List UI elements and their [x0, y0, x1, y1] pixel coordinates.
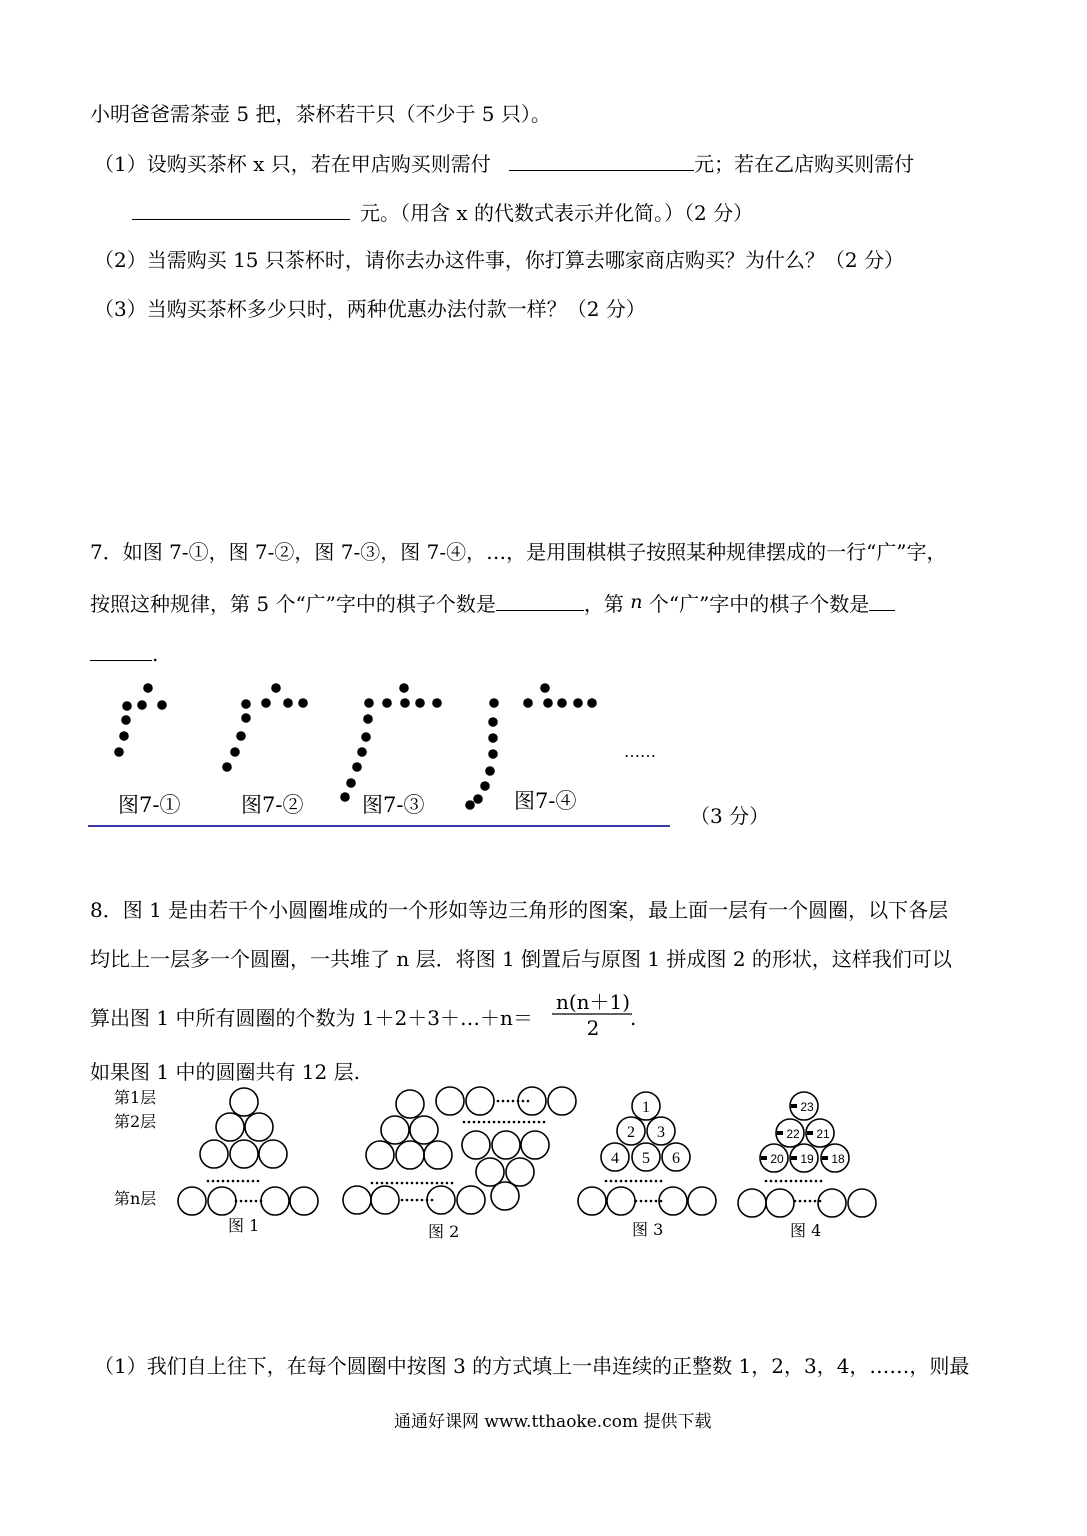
- ellipsis-dot: [212, 1180, 215, 1183]
- ring-circle: [492, 1131, 520, 1159]
- ellipsis-dot: [523, 1121, 526, 1124]
- fig4-caption: 图 4: [790, 1221, 822, 1240]
- ellipsis-dot: [517, 1100, 520, 1103]
- ellipsis-dot: [217, 1180, 220, 1183]
- ellipsis-dot: [255, 1200, 258, 1203]
- ellipsis-dot: [381, 1182, 384, 1185]
- q6-part3: （3）当购买茶杯多少只时，两种优惠办法付款一样？（2 分）: [94, 297, 646, 321]
- ellipsis-dot: [794, 1200, 797, 1203]
- ellipsis-dot: [620, 1180, 623, 1183]
- ellipsis-dot: [513, 1121, 516, 1124]
- ellipsis-dot: [650, 1180, 653, 1183]
- fig7-3-label: 图7-③: [362, 793, 425, 817]
- go-stone: [523, 698, 533, 708]
- ellipsis-dot: [473, 1121, 476, 1124]
- fraction-numerator: n(n＋1): [555, 990, 631, 1014]
- ellipsis-dot: [650, 1200, 653, 1203]
- go-stone: [241, 713, 251, 723]
- ring-circle: [818, 1189, 846, 1217]
- ellipsis-dot: [605, 1180, 608, 1183]
- ellipsis-dot: [451, 1182, 454, 1185]
- ring-circle: [462, 1131, 490, 1159]
- ring-circle: [178, 1187, 206, 1215]
- go-stone: [298, 698, 308, 708]
- ring-circle: [424, 1141, 452, 1169]
- fig7-1-label: 图7-①: [118, 793, 181, 817]
- q6-part1-text-c: 元。（用含 x 的代数式表示并化简。）（2 分）: [360, 201, 754, 225]
- fig7-stones: [114, 683, 597, 810]
- ellipsis-dot: [809, 1200, 812, 1203]
- ellipsis-dot: [799, 1200, 802, 1203]
- ring-circle: [659, 1187, 687, 1215]
- q6-part2: （2）当需购买 15 只茶杯时，请你去办这件事，你打算去哪家商店购买？为什么？（2 分）: [94, 248, 904, 272]
- ellipsis-dot: [660, 1180, 663, 1183]
- go-stone: [540, 683, 550, 693]
- ellipsis-dot: [436, 1182, 439, 1185]
- minus-bar: [791, 1156, 797, 1160]
- go-stone: [357, 747, 367, 757]
- go-stone: [485, 766, 495, 776]
- fraction-end: .: [630, 1006, 637, 1030]
- ring-circle: [688, 1187, 716, 1215]
- ellipsis-dot: [396, 1182, 399, 1185]
- ellipsis-dot: [421, 1182, 424, 1185]
- ellipsis-dot: [441, 1182, 444, 1185]
- go-stone: [543, 698, 553, 708]
- fig1-caption: 图 1: [228, 1216, 260, 1235]
- ellipsis-dot: [522, 1100, 525, 1103]
- fig2-caption: 图 2: [428, 1222, 460, 1241]
- q7-variable-n: n: [630, 591, 643, 613]
- go-stone: [340, 792, 350, 802]
- ellipsis-dot: [625, 1180, 628, 1183]
- fig3-number: 2: [627, 1124, 635, 1141]
- q6-part1-text-a: （1）设购买茶杯 x 只，若在甲店购买则需付: [94, 152, 491, 176]
- ring-circle: [261, 1187, 289, 1215]
- fig3-number: 1: [642, 1099, 650, 1116]
- ellipsis-dot: [819, 1200, 822, 1203]
- q8-line1: 8．图 1 是由若干个小圆圈堆成的一个形如等边三角形的图案，最上面一层有一个圆圈，以下各层: [90, 898, 949, 922]
- ring-circle: [466, 1087, 494, 1115]
- ellipsis-dot: [543, 1121, 546, 1124]
- fig3-number: 6: [672, 1150, 680, 1167]
- q7-line2-text-b: ，第: [583, 592, 624, 616]
- ring-circle: [607, 1187, 635, 1215]
- ring-circle: [245, 1113, 273, 1141]
- ellipsis-dot: [468, 1121, 471, 1124]
- fraction-denominator: 2: [586, 1016, 600, 1040]
- ellipsis-dot: [463, 1121, 466, 1124]
- ellipsis-dot: [645, 1180, 648, 1183]
- go-stone: [489, 698, 499, 708]
- ellipsis-dot: [483, 1121, 486, 1124]
- go-stone: [480, 781, 490, 791]
- ellipsis-dot: [814, 1200, 817, 1203]
- go-stone: [114, 747, 124, 757]
- go-stone: [157, 700, 167, 710]
- fig4-number: 21: [816, 1127, 830, 1141]
- ellipsis-dot: [257, 1180, 260, 1183]
- ellipsis-dot: [497, 1100, 500, 1103]
- ellipsis-dot: [795, 1180, 798, 1183]
- ring-circle: [476, 1158, 504, 1186]
- ellipsis-dot: [493, 1121, 496, 1124]
- go-stone: [364, 698, 374, 708]
- ellipsis-dot: [815, 1180, 818, 1183]
- ellipsis-dot: [371, 1182, 374, 1185]
- ellipsis-dot: [411, 1182, 414, 1185]
- q7-line1: 7．如图 7-①，图 7-②，图 7-③，图 7-④，…，是用围棋棋子按照某种规律摆成的一行“广”字，: [90, 540, 947, 564]
- layer-2-label: 第2层: [114, 1112, 157, 1131]
- ellipsis-dot: [411, 1199, 414, 1202]
- go-stone: [241, 699, 251, 709]
- ellipsis-dot: [527, 1100, 530, 1103]
- ellipsis-dot: [790, 1180, 793, 1183]
- ring-circle: [521, 1131, 549, 1159]
- ring-circle: [216, 1113, 244, 1141]
- fig3-number: 5: [642, 1150, 650, 1167]
- go-stone: [271, 683, 281, 693]
- go-stone: [222, 762, 232, 772]
- fig7-ellipsis: ……: [624, 742, 656, 761]
- go-stone: [122, 701, 132, 711]
- ellipsis-dot: [260, 1200, 263, 1203]
- ellipsis-dot: [250, 1200, 253, 1203]
- ellipsis-dot: [635, 1180, 638, 1183]
- go-stone: [573, 698, 583, 708]
- ellipsis-dot: [765, 1180, 768, 1183]
- ellipsis-dot: [406, 1182, 409, 1185]
- ring-circle: [290, 1187, 318, 1215]
- q8-line3: 算出图 1 中所有圆圈的个数为 1＋2＋3＋…＋n＝: [90, 1006, 533, 1030]
- ring-circle: [200, 1140, 228, 1168]
- minus-bar: [777, 1131, 783, 1135]
- ellipsis-dot: [775, 1180, 778, 1183]
- ring-circle: [578, 1187, 606, 1215]
- ring-circle: [436, 1087, 464, 1115]
- ellipsis-dot: [512, 1100, 515, 1103]
- ellipsis-dot: [655, 1200, 658, 1203]
- ellipsis-dot: [235, 1200, 238, 1203]
- ring-circle: [371, 1186, 399, 1214]
- ellipsis-dot: [426, 1182, 429, 1185]
- ellipsis-dot: [615, 1180, 618, 1183]
- q7-score: （3 分）: [690, 804, 770, 828]
- ring-circle: [396, 1090, 424, 1118]
- q7-line3-end: .: [152, 642, 159, 666]
- ellipsis-dot: [820, 1180, 823, 1183]
- ellipsis-dot: [421, 1199, 424, 1202]
- go-stone: [352, 762, 362, 772]
- fig4-number: 19: [800, 1152, 814, 1166]
- ring-circle: [343, 1186, 371, 1214]
- ellipsis-dot: [222, 1180, 225, 1183]
- minus-bar: [761, 1156, 767, 1160]
- ellipsis-dot: [237, 1180, 240, 1183]
- layer-1-label: 第1层: [114, 1088, 157, 1107]
- go-stone: [119, 731, 129, 741]
- ring-circle: [848, 1189, 876, 1217]
- fig3-caption: 图 3: [632, 1220, 664, 1239]
- q8-line2: 均比上一层多一个圆圈，一共堆了 n 层．将图 1 倒置后与原图 1 拼成图 2 的形状，这样我们可以: [90, 947, 952, 971]
- fig4-number: 18: [831, 1152, 845, 1166]
- ellipsis-dot: [227, 1180, 230, 1183]
- ellipsis-dot: [498, 1121, 501, 1124]
- q7-line2-text-a: 按照这种规律，第 5 个“广”字中的棋子个数是: [90, 592, 496, 616]
- ellipsis-dot: [640, 1180, 643, 1183]
- ring-circle: [491, 1182, 519, 1210]
- fig3-number: 3: [657, 1124, 665, 1141]
- ellipsis-dot: [232, 1180, 235, 1183]
- ellipsis-dot: [538, 1121, 541, 1124]
- ellipsis-dot: [508, 1121, 511, 1124]
- ellipsis-dot: [416, 1182, 419, 1185]
- ellipsis-dot: [804, 1200, 807, 1203]
- ring-circle: [766, 1189, 794, 1217]
- go-stone: [465, 800, 475, 810]
- ellipsis-dot: [528, 1121, 531, 1124]
- ellipsis-dot: [780, 1180, 783, 1183]
- minus-bar: [822, 1156, 828, 1160]
- ring-circle: [230, 1088, 258, 1116]
- ellipsis-dot: [386, 1182, 389, 1185]
- ring-circle: [457, 1186, 485, 1214]
- ring-circle: [259, 1140, 287, 1168]
- ellipsis-dot: [645, 1200, 648, 1203]
- ellipsis-dot: [207, 1180, 210, 1183]
- go-stone: [143, 683, 153, 693]
- ring-circle: [396, 1141, 424, 1169]
- go-stone: [363, 714, 373, 724]
- ring-circle: [410, 1116, 438, 1144]
- go-stone: [587, 698, 597, 708]
- go-stone: [346, 778, 356, 788]
- go-stone: [382, 698, 392, 708]
- ellipsis-dot: [431, 1199, 434, 1202]
- footer: 通通好课网 www.tthaoke.com 提供下载: [394, 1412, 712, 1432]
- ellipsis-dot: [376, 1182, 379, 1185]
- go-stone: [473, 794, 483, 804]
- ellipsis-dot: [655, 1180, 658, 1183]
- ellipsis-dot: [431, 1182, 434, 1185]
- ring-circle: [366, 1141, 394, 1169]
- ellipsis-dot: [630, 1180, 633, 1183]
- fig4-number: 23: [800, 1100, 814, 1114]
- ellipsis-dot: [770, 1180, 773, 1183]
- go-stone: [261, 698, 271, 708]
- ellipsis-dot: [391, 1182, 394, 1185]
- minus-bar: [791, 1104, 797, 1108]
- q6-intro: 小明爸爸需茶壶 5 把，茶杯若干只（不少于 5 只）。: [90, 102, 551, 126]
- ellipsis-dot: [478, 1121, 481, 1124]
- ellipsis-dot: [401, 1182, 404, 1185]
- fig4-number: 20: [770, 1152, 784, 1166]
- go-stone: [137, 700, 147, 710]
- go-stone: [432, 698, 442, 708]
- fig3-number: 4: [611, 1150, 619, 1167]
- ellipsis-dot: [502, 1100, 505, 1103]
- ring-circle: [208, 1187, 236, 1215]
- ellipsis-dot: [245, 1200, 248, 1203]
- ellipsis-dot: [507, 1100, 510, 1103]
- ring-circle: [738, 1189, 766, 1217]
- ellipsis-dot: [800, 1180, 803, 1183]
- ellipsis-dot: [426, 1199, 429, 1202]
- fig8-dots: [207, 1100, 823, 1203]
- ellipsis-dot: [401, 1199, 404, 1202]
- ellipsis-dot: [635, 1200, 638, 1203]
- ellipsis-dot: [406, 1199, 409, 1202]
- ellipsis-dot: [810, 1180, 813, 1183]
- ring-circle: [506, 1158, 534, 1186]
- q8-line4: 如果图 1 中的圆圈共有 12 层.: [90, 1060, 360, 1084]
- go-stone: [488, 733, 498, 743]
- go-stone: [488, 749, 498, 759]
- ellipsis-dot: [446, 1182, 449, 1185]
- ellipsis-dot: [242, 1180, 245, 1183]
- go-stone: [283, 698, 293, 708]
- minus-bar: [807, 1131, 813, 1135]
- go-stone: [415, 698, 425, 708]
- ring-circle: [548, 1087, 576, 1115]
- ellipsis-dot: [785, 1180, 788, 1183]
- go-stone: [400, 698, 410, 708]
- q6-part1-text-b: 元；若在乙店购买则需付: [694, 152, 915, 176]
- ellipsis-dot: [416, 1199, 419, 1202]
- go-stone: [361, 732, 371, 742]
- ring-circle: [230, 1140, 258, 1168]
- fig8-numbers: [611, 1099, 845, 1167]
- q7-line2-text-c: 个“广”字中的棋子个数是: [648, 592, 870, 616]
- go-stone: [557, 698, 567, 708]
- go-stone: [236, 731, 246, 741]
- go-stone: [488, 717, 498, 727]
- ellipsis-dot: [640, 1200, 643, 1203]
- layer-n-label: 第n层: [114, 1189, 157, 1208]
- q8-part1: （1）我们自上往下，在每个圆圈中按图 3 的方式填上一串连续的正整数 1，2，3，4，……，则最: [94, 1354, 970, 1378]
- ellipsis-dot: [518, 1121, 521, 1124]
- go-stone: [399, 683, 409, 693]
- go-stone: [121, 715, 131, 725]
- ellipsis-dot: [660, 1200, 663, 1203]
- fig7-2-label: 图7-②: [241, 793, 304, 817]
- ellipsis-dot: [247, 1180, 250, 1183]
- ellipsis-dot: [503, 1121, 506, 1124]
- ellipsis-dot: [805, 1180, 808, 1183]
- ellipsis-dot: [610, 1180, 613, 1183]
- fig7-4-label: 图7-④: [514, 789, 577, 813]
- ellipsis-dot: [252, 1180, 255, 1183]
- ellipsis-dot: [488, 1121, 491, 1124]
- go-stone: [230, 747, 240, 757]
- ring-circle: [381, 1116, 409, 1144]
- ellipsis-dot: [240, 1200, 243, 1203]
- fig4-number: 22: [786, 1127, 800, 1141]
- ellipsis-dot: [533, 1121, 536, 1124]
